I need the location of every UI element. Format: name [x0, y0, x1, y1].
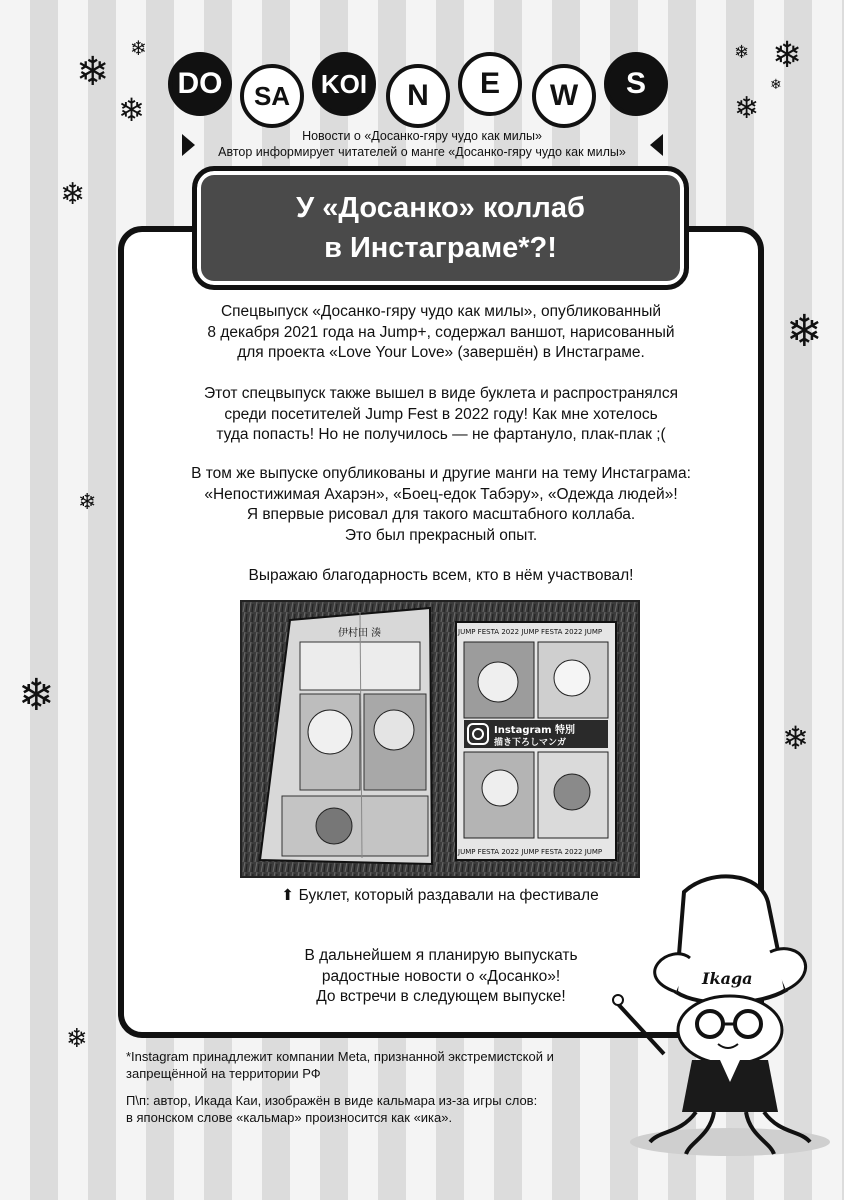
title-line: У «Досанко» коллаб	[296, 192, 585, 224]
snowflake-icon: ❄	[772, 35, 803, 76]
text-line: Этот спецвыпуск также вышел в виде буклета и распространялся	[204, 385, 678, 402]
instagram-footnote	[126, 1048, 626, 1082]
snowflake-icon: ❄	[734, 91, 760, 126]
text-line: туда попасть! Но не получилось — не фартануло, плак-плак ;(	[216, 426, 666, 443]
text-line: До встречи в следующем выпуске!	[316, 988, 566, 1005]
text-line: В том же выпуске опубликованы и другие манги на тему Инстаграма:	[191, 465, 691, 482]
caption-text: Буклет, который раздавали на фестивале	[298, 887, 599, 904]
spread-title: 伊村田 湊	[338, 628, 382, 639]
snowflake-icon: ❄	[118, 91, 145, 129]
footnote-line: в японском слове «кальмар» произносится как «ика».	[126, 1110, 453, 1125]
snowflake-icon: ❄	[786, 306, 823, 357]
text-line: Спецвыпуск «Досанко-гяру чудо как милы», опубликованный	[220, 303, 662, 320]
logo-badge-do: DO	[168, 52, 232, 116]
logo-badge-n: N	[386, 64, 450, 128]
newsletter-logo	[168, 42, 668, 132]
text-line: 8 декабря 2021 года на Jump+, содержал ваншот, нарисованный	[207, 323, 675, 341]
tagline-line: Автор информирует читателей о манге «Досанко-гяру чудо как милы»	[218, 145, 626, 159]
cover-header-text: JUMP FESTA 2022 JUMP FESTA 2022 JUMP	[458, 628, 603, 636]
article-title-banner	[192, 166, 689, 290]
snowflake-icon: ❄	[734, 42, 750, 63]
triangle-right-icon	[650, 134, 663, 156]
header-tagline	[200, 128, 644, 160]
photo-caption	[240, 886, 640, 906]
paragraph	[126, 384, 756, 446]
triangle-left-icon	[182, 134, 195, 156]
title-line: в Инстаграме*?!	[324, 232, 557, 264]
logo-badge-koi: KOI	[312, 52, 376, 116]
footnote-line: *Instagram принадлежит компании Meta, признанной экстремистской и	[126, 1049, 554, 1064]
snowflake-icon: ❄	[76, 49, 110, 95]
manga-label: 描き下ろしマンガ	[494, 738, 567, 748]
text-line: Это был прекрасный опыт.	[344, 526, 538, 544]
logo-badge-w: W	[532, 64, 596, 128]
footnote-line: П\п: автор, Икада Каи, изображён в виде кальмара из-за игры слов:	[126, 1093, 538, 1108]
footnote-line: запрещённой на территории РФ	[126, 1066, 321, 1081]
paragraph	[126, 464, 756, 546]
snowflake-icon: ❄	[18, 670, 55, 721]
cover-footer-text: JUMP FESTA 2022 JUMP FESTA 2022 JUMP	[458, 848, 603, 856]
text-line: радостные новости о «Досанко»!	[321, 967, 561, 985]
text-line: В дальнейшем я планирую выпускать	[304, 947, 578, 964]
logo-badge-e: E	[458, 52, 522, 116]
logo-badge-sa: SA	[240, 64, 304, 128]
snowflake-icon: ❄	[78, 490, 97, 515]
text-line: «Непостижимая Ахарэн», «Боец-едок Табэру», «Одежда людей»!	[204, 485, 678, 503]
open-manga-spread	[260, 608, 432, 864]
snowflake-icon: ❄	[782, 719, 809, 757]
text-line: среди посетителей Jump Fest в 2022 году! Как мне хотелось	[224, 405, 658, 423]
text-line: для проекта «Love Your Love» (завершён) в Инстаграме.	[237, 344, 645, 361]
translator-note	[126, 1092, 626, 1126]
text-line: Я впервые рисовал для такого масштабного коллаба.	[246, 506, 636, 523]
booklet-photo	[240, 600, 640, 878]
tagline-line: Новости о «Досанко-гяру чудо как милы»	[302, 129, 542, 143]
paragraph	[126, 302, 756, 364]
instagram-label: Instagram 特別	[494, 725, 576, 736]
snowflake-icon: ❄	[60, 177, 86, 212]
snowflake-icon: ❄	[66, 1024, 88, 1054]
text-line: Выражаю благодарность всем, кто в нём участвовал!	[248, 567, 634, 584]
snowflake-icon: ❄	[770, 77, 782, 93]
snowflake-icon: ❄	[130, 36, 147, 60]
mascot-label: Ikaga	[702, 969, 753, 988]
paragraph	[126, 566, 756, 587]
logo-badge-s: S	[604, 52, 668, 116]
arrow-up-icon: ⬆	[281, 887, 295, 904]
squid-mascot-illustration	[610, 872, 830, 1162]
